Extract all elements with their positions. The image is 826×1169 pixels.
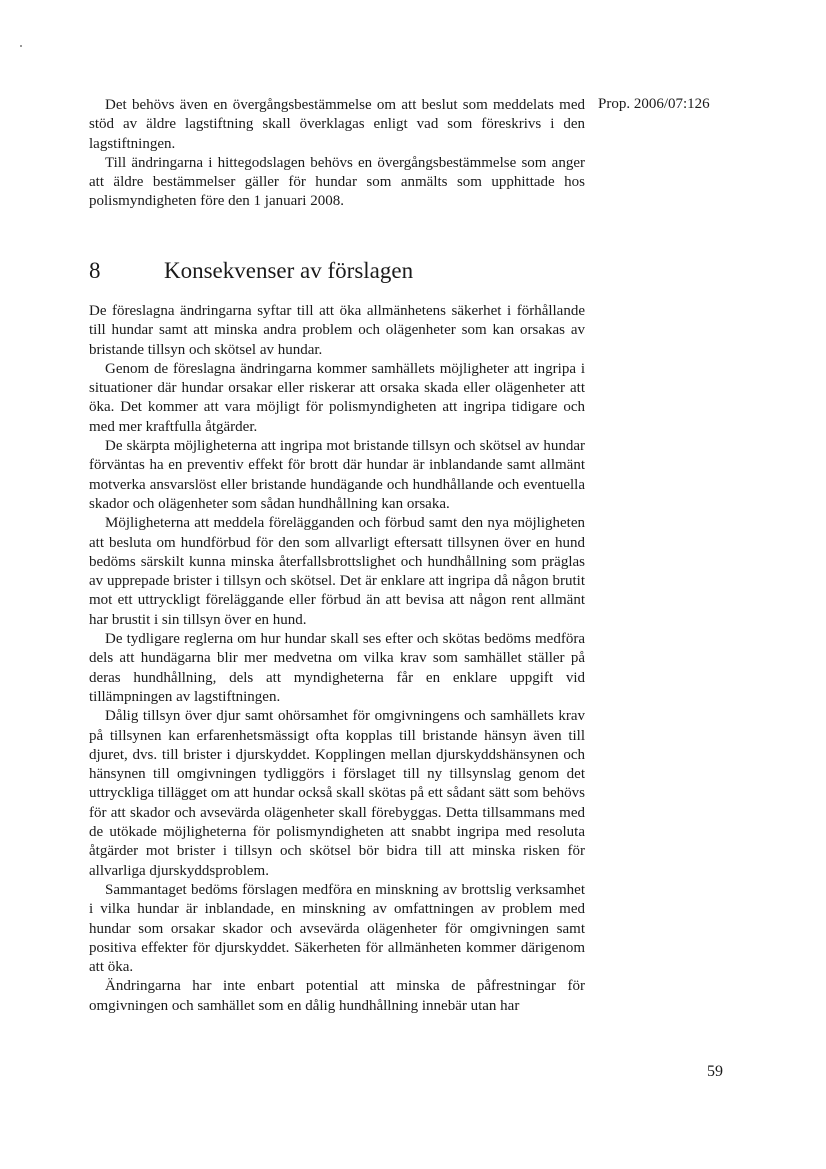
section-title: Konsekvenser av förslagen: [164, 258, 414, 283]
section-body: [89, 302, 585, 1016]
paragraph: Till ändringarna i hittegodslagen behövs en övergångsbestämmelse som anger att äldre bestämmelser gäller för hundar som anmälts som upphittade hos polismyndigheten före den 1 januari 2008.: [89, 154, 585, 210]
top-text-block: [89, 96, 585, 212]
paragraph: Sammantaget bedöms förslagen medföra en minskning av brottslig verksamhet i vilka hundar är inblandade, en minskning av omfattningen av problem med hundar som orsakar skador och avsevärda olägenheter för omgivningen samt positiva effekter för djurskyddet. Säkerheten för allmänheten kommer därigenom att öka.: [89, 881, 585, 976]
scan-speck: [20, 45, 22, 47]
paragraph: De skärpta möjligheterna att ingripa mot bristande tillsyn och skötsel av hundar förväntas ha en preventiv effekt för brott där hundar är inblandande samt allmänt motverka ansvarslöst eller bristande hundägande och hundhållande och eventuella skador och olägenheter som sådan hundhållning kan orsaka.: [89, 438, 585, 512]
paragraph: Det behövs även en övergångsbestämmelse om att beslut som meddelats med stöd av äldre lagstiftning skall överklagas enligt vad som föreskrivs i den lagstiftningen.: [89, 97, 585, 152]
paragraph: Ändringarna har inte enbart potential att minska de påfrestningar för omgivningen och samhället som en dålig hundhållning innebär utan har: [89, 978, 585, 1014]
section-number: 8: [89, 258, 101, 283]
section-heading: [89, 258, 413, 284]
page-number: 59: [707, 1063, 723, 1080]
paragraph: Möjligheterna att meddela förelägganden och förbud samt den nya möjligheten att besluta om hundförbud för den som allvarligt eftersatt tillsynen över en hund bedöms särskilt kunna minska återfallsbrottslighet och hundhållning som präglas av upprepade brister i tillsyn och skötsel. Det är enklare att ingripa då någon brutit mot ett uttryckligt föreläggande eller förbud än att bevisa att någon rent allmänt har brustit i sin tillsyn över en hund.: [89, 515, 585, 628]
paragraph: De tydligare reglerna om hur hundar skall ses efter och skötas bedöms medföra dels att hundägarna blir mer medvetna om vilka krav som samhället ställer på deras hundhållning, dels att myndigheterna får en enklare uppgift vid tillämpningen av lagstiftningen.: [89, 631, 585, 705]
paragraph: Genom de föreslagna ändringarna kommer samhällets möjligheter att ingripa i situationer där hundar orsakar eller riskerar att orsaka skada eller olägenheter att öka. Det kommer att vara möjligt för polismyndigheten att ingripa tidigare och med mer kraftfulla åtgärder.: [89, 360, 585, 435]
proposition-reference: Prop. 2006/07:126: [598, 96, 710, 112]
paragraph: De föreslagna ändringarna syftar till att öka allmänhetens säkerhet i förhållande till hundar samt att minska andra problem och olägenheter som kan orsakas av bristande tillsyn och skötsel av hundar.: [89, 303, 585, 358]
paragraph: Dålig tillsyn över djur samt ohörsamhet för omgivningens och samhällets krav på tillsynen kan erfarenhetsmässigt ofta kopplas till bristande hänsyn även till djuret, dvs. till brister i djurskyddet. Kopplingen mellan djurskyddshänsynen och hänsynen till omgivningen tydliggörs i förslaget till ny tillsynslag genom det uttryckliga tillägget om att hundar också skall skötas på ett sådant sätt som behövs för att skador och avsevärda olägenheter skall förebyggas. Detta tillsammans med de utökade möjligheterna för polismyndigheten att snabbt ingripa med resoluta åtgärder mot brister i tillsyn och skötsel bör bidra till att minska risken för allvarliga djurskyddsproblem.: [89, 708, 585, 879]
